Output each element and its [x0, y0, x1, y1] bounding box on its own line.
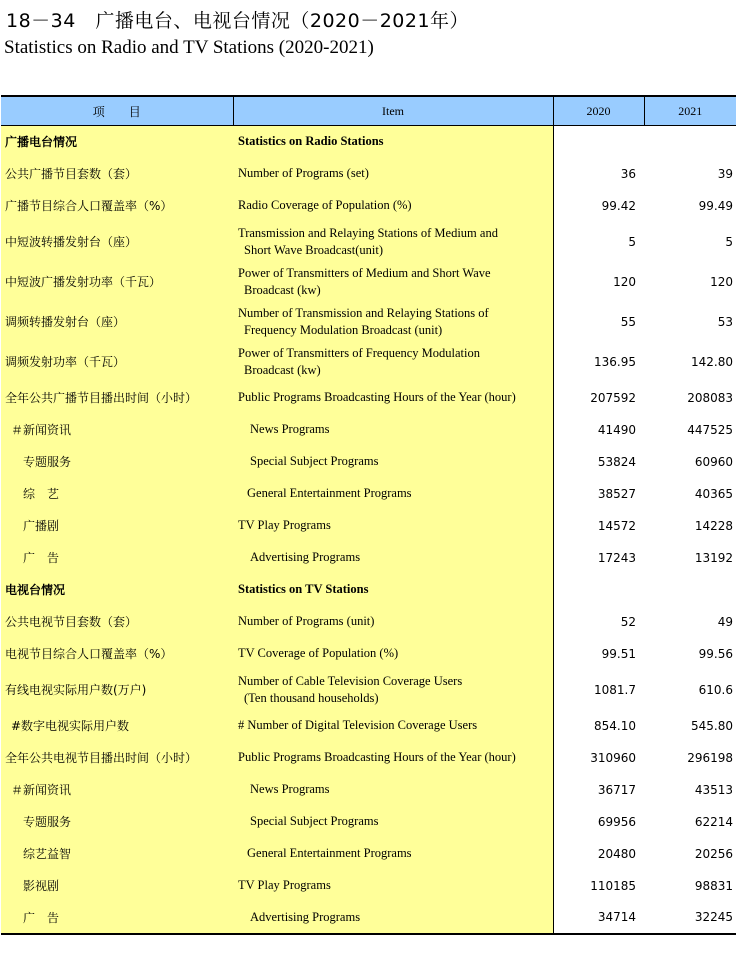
- row-label-cn: 调频发射功率（千瓦）: [1, 342, 233, 382]
- value-2020: 1081.7: [594, 682, 636, 697]
- value-2020: 310960: [590, 750, 636, 765]
- table-row: [1, 742, 736, 774]
- row-label-en: [233, 302, 553, 342]
- table-row: [1, 158, 736, 190]
- value-2021: 296198: [687, 750, 733, 765]
- row-label-cn: 广播剧: [1, 510, 233, 542]
- value-2020: 36: [620, 166, 636, 181]
- row-label-en: [233, 870, 553, 902]
- row-label-cn: 中短波广播发射功率（千瓦）: [1, 262, 233, 302]
- table-row: [1, 382, 736, 414]
- row-label-en-line: TV Play Programs: [238, 518, 331, 532]
- value-2021: 40365: [694, 486, 733, 501]
- table-row: [1, 774, 736, 806]
- row-label-en: [233, 542, 553, 574]
- table-row: [1, 478, 736, 510]
- value-2021: 60960: [694, 454, 733, 469]
- row-label-en: [233, 262, 553, 302]
- row-label-en-line: Power of Transmitters of Frequency Modulation: [238, 345, 480, 360]
- page-title-en: Statistics on Radio and TV Stations (2020-2021): [4, 37, 374, 58]
- row-label-cn: 专题服务: [1, 806, 233, 838]
- value-2021: [644, 126, 736, 158]
- table-row: [1, 126, 736, 158]
- value-2020: 34714: [597, 910, 636, 924]
- table-row: [1, 574, 736, 606]
- row-label-en-line: Broadcast (kw): [244, 362, 321, 377]
- row-label-cn: 电视节目综合人口覆盖率（%）: [1, 638, 233, 670]
- table-header-row: [1, 96, 736, 126]
- value-2021: 610.6: [698, 682, 733, 697]
- row-label-en: [233, 414, 553, 446]
- table-row: [1, 902, 736, 934]
- row-label-cn: 广播节目综合人口覆盖率（%）: [1, 190, 233, 222]
- row-label-en: [233, 574, 553, 606]
- table-row: [1, 446, 736, 478]
- value-2021: 208083: [687, 390, 733, 405]
- row-label-en-line: Advertising Programs: [250, 550, 361, 564]
- row-label-en: [233, 638, 553, 670]
- value-2020: [553, 126, 644, 158]
- row-label-en-line: News Programs: [250, 782, 330, 796]
- row-label-en-line: Special Subject Programs: [250, 454, 379, 468]
- row-label-en: [233, 446, 553, 478]
- row-label-en: [233, 478, 553, 510]
- value-2021: 447525: [687, 422, 733, 437]
- value-2020: 854.10: [594, 718, 636, 733]
- table-row: [1, 222, 736, 262]
- row-label-cn: 影视剧: [1, 870, 233, 902]
- row-label-en-line: General Entertainment Programs: [247, 846, 412, 860]
- row-label-cn: 公共广播节目套数（套）: [1, 158, 233, 190]
- value-2020: 207592: [590, 390, 636, 405]
- header-year-2020: 2020: [553, 96, 644, 126]
- table-row: [1, 262, 736, 302]
- row-label-en: [233, 222, 553, 262]
- row-label-en-line: Statistics on Radio Stations: [238, 134, 384, 149]
- row-label-en-line: # Number of Digital Television Coverage Users: [238, 718, 478, 732]
- table-row: [1, 510, 736, 542]
- row-label-en: [233, 126, 553, 158]
- row-label-en: [233, 510, 553, 542]
- value-2021: 14228: [694, 518, 733, 533]
- value-2020: 52: [620, 614, 636, 629]
- value-2020: 136.95: [594, 354, 636, 369]
- table-row: [1, 414, 736, 446]
- row-label-cn: 调频转播发射台（座）: [1, 302, 233, 342]
- row-label-en-line: Frequency Modulation Broadcast (unit): [244, 322, 443, 337]
- row-label-en-line: Short Wave Broadcast(unit): [244, 242, 384, 257]
- value-2021: 99.56: [698, 646, 733, 661]
- value-2020: 20480: [597, 846, 636, 861]
- page-title-cn: 18－34 广播电台、电视台情况（2020－2021年）: [6, 10, 470, 32]
- row-label-en: [233, 774, 553, 806]
- value-2021: 545.80: [691, 718, 733, 733]
- row-label-en-line: Public Programs Broadcasting Hours of the Year (hour): [238, 750, 516, 764]
- table-row: [1, 190, 736, 222]
- row-label-cn: ＃新闻资讯: [1, 774, 233, 806]
- value-2020: 53824: [597, 454, 636, 469]
- row-label-en-line: Statistics on TV Stations: [238, 582, 369, 596]
- row-label-en-line: Broadcast (kw): [244, 282, 321, 297]
- value-2020: 69956: [597, 814, 636, 829]
- table-row: [1, 638, 736, 670]
- row-label-en-line: (Ten thousand households): [244, 690, 379, 705]
- row-label-cn: 广播电台情况: [1, 126, 233, 158]
- table-row: [1, 870, 736, 902]
- row-label-cn: ＃新闻资讯: [1, 414, 233, 446]
- row-label-en-line: Power of Transmitters of Medium and Short Wave: [238, 265, 491, 280]
- table-row: [1, 542, 736, 574]
- table-row: [1, 606, 736, 638]
- row-label-en-line: Advertising Programs: [250, 909, 361, 924]
- value-2021: [644, 574, 736, 606]
- row-label-en: [233, 606, 553, 638]
- value-2021: 32245: [694, 910, 733, 924]
- table-body: [1, 126, 736, 934]
- row-label-cn: 广 告: [1, 902, 233, 934]
- row-label-en: [233, 902, 553, 934]
- value-2020: 55: [620, 314, 636, 329]
- row-label-en-line: Number of Cable Television Coverage Users: [238, 673, 463, 688]
- value-2021: 5: [725, 234, 733, 249]
- value-2020: 14572: [597, 518, 636, 533]
- row-label-cn: #数字电视实际用户数: [1, 710, 233, 742]
- row-label-cn: 电视台情况: [1, 574, 233, 606]
- row-label-en-line: Public Programs Broadcasting Hours of the Year (hour): [238, 390, 516, 404]
- row-label-cn: 公共电视节目套数（套）: [1, 606, 233, 638]
- value-2020: 110185: [590, 878, 636, 893]
- value-2021: 49: [717, 614, 733, 629]
- row-label-cn: 广 告: [1, 542, 233, 574]
- value-2020: 5: [628, 234, 636, 249]
- row-label-cn: 全年公共广播节目播出时间（小时）: [1, 382, 233, 414]
- row-label-en-line: Special Subject Programs: [250, 814, 379, 828]
- row-label-en: [233, 806, 553, 838]
- value-2021: 53: [717, 314, 733, 329]
- header-item-en: Item: [233, 96, 553, 126]
- row-label-en-line: Number of Programs (unit): [238, 614, 375, 628]
- row-label-cn: 有线电视实际用户数(万户): [1, 670, 233, 710]
- row-label-en: [233, 342, 553, 382]
- value-2020: 41490: [597, 422, 636, 437]
- row-label-en-line: Transmission and Relaying Stations of Medium and: [238, 225, 498, 240]
- table-row: [1, 838, 736, 870]
- row-label-cn: 专题服务: [1, 446, 233, 478]
- row-label-en: [233, 838, 553, 870]
- table-row: [1, 670, 736, 710]
- value-2020: 38527: [597, 486, 636, 501]
- row-label-en: [233, 382, 553, 414]
- value-2020: 17243: [597, 550, 636, 565]
- row-label-cn: 中短波转播发射台（座）: [1, 222, 233, 262]
- value-2021: 13192: [694, 550, 733, 565]
- row-label-cn: 全年公共电视节目播出时间（小时）: [1, 742, 233, 774]
- value-2020: [553, 574, 644, 606]
- row-label-en: [233, 190, 553, 222]
- row-label-en-line: General Entertainment Programs: [247, 486, 412, 500]
- row-label-en-line: News Programs: [250, 422, 330, 436]
- row-label-en: [233, 158, 553, 190]
- value-2021: 43513: [694, 782, 733, 797]
- row-label-en-line: TV Play Programs: [238, 878, 331, 892]
- value-2020: 120: [613, 274, 636, 289]
- table-row: [1, 342, 736, 382]
- table-row: [1, 806, 736, 838]
- row-label-en-line: TV Coverage of Population (%): [238, 646, 399, 660]
- value-2020: 99.51: [601, 646, 636, 661]
- row-label-en-line: Number of Programs (set): [238, 166, 369, 180]
- row-label-cn: 综艺益智: [1, 838, 233, 870]
- row-label-en-line: Radio Coverage of Population (%): [238, 198, 412, 212]
- value-2021: 98831: [694, 878, 733, 893]
- value-2021: 99.49: [698, 198, 733, 213]
- value-2021: 120: [710, 274, 733, 289]
- header-item-cn: 项 目: [1, 96, 233, 126]
- row-label-en: [233, 670, 553, 710]
- table-row: [1, 710, 736, 742]
- value-2021: 20256: [694, 846, 733, 861]
- value-2021: 62214: [694, 814, 733, 829]
- stations-table: [1, 95, 736, 935]
- table-row: [1, 302, 736, 342]
- header-year-2021: 2021: [644, 96, 736, 126]
- row-label-en: [233, 742, 553, 774]
- value-2021: 39: [717, 166, 733, 181]
- value-2020: 36717: [597, 782, 636, 797]
- row-label-cn: 综 艺: [1, 478, 233, 510]
- value-2020: 99.42: [601, 198, 636, 213]
- row-label-en: [233, 710, 553, 742]
- row-label-en-line: Number of Transmission and Relaying Stations of: [238, 305, 489, 320]
- value-2021: 142.80: [691, 354, 733, 369]
